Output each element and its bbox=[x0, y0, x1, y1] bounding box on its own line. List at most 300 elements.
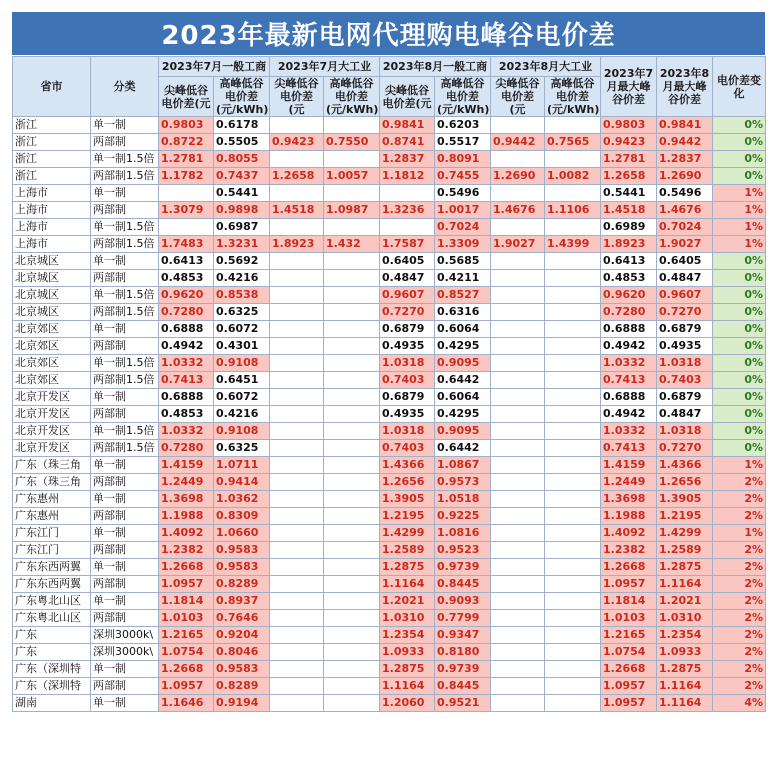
value-cell: 1.4092 bbox=[159, 525, 214, 542]
province-cell: 北京郊区 bbox=[13, 321, 91, 338]
value-cell: 1.3309 bbox=[435, 236, 491, 253]
header-group-jul-general: 2023年7月一般工商 bbox=[159, 57, 270, 77]
value-cell: 1.2781 bbox=[601, 151, 657, 168]
value-cell bbox=[491, 372, 545, 389]
change-cell: 0% bbox=[713, 389, 766, 406]
value-cell: 1.2165 bbox=[601, 627, 657, 644]
value-cell bbox=[545, 576, 601, 593]
value-cell: 0.9204 bbox=[214, 627, 270, 644]
value-cell bbox=[324, 491, 380, 508]
value-cell: 1.2382 bbox=[601, 542, 657, 559]
value-cell: 0.7270 bbox=[380, 304, 435, 321]
value-cell: 0.6325 bbox=[214, 304, 270, 321]
value-cell bbox=[270, 355, 324, 372]
value-cell bbox=[545, 355, 601, 372]
value-cell: 0.6879 bbox=[657, 321, 713, 338]
value-cell: 0.8055 bbox=[214, 151, 270, 168]
value-cell bbox=[324, 185, 380, 202]
value-cell: 1.0816 bbox=[435, 525, 491, 542]
value-cell: 1.0754 bbox=[159, 644, 214, 661]
change-cell: 0% bbox=[713, 372, 766, 389]
value-cell bbox=[545, 610, 601, 627]
value-cell: 1.2668 bbox=[601, 559, 657, 576]
province-cell: 广东江门 bbox=[13, 525, 91, 542]
value-cell: 1.0957 bbox=[601, 576, 657, 593]
value-cell: 1.2382 bbox=[159, 542, 214, 559]
value-cell: 1.2656 bbox=[380, 474, 435, 491]
province-cell: 广东（深圳特 bbox=[13, 661, 91, 678]
value-cell: 0.9739 bbox=[435, 559, 491, 576]
value-cell: 0.6072 bbox=[214, 321, 270, 338]
value-cell bbox=[324, 508, 380, 525]
value-cell: 0.9095 bbox=[435, 423, 491, 440]
value-cell bbox=[491, 678, 545, 695]
value-cell: 0.7413 bbox=[601, 372, 657, 389]
value-cell: 1.2837 bbox=[380, 151, 435, 168]
value-cell: 0.7403 bbox=[380, 372, 435, 389]
province-cell: 广东惠州 bbox=[13, 491, 91, 508]
value-cell bbox=[324, 406, 380, 423]
value-cell bbox=[491, 304, 545, 321]
value-cell bbox=[380, 185, 435, 202]
header-sub-b: 高峰低谷电价差(元/kWh) bbox=[435, 77, 491, 117]
change-cell: 0% bbox=[713, 338, 766, 355]
value-cell bbox=[545, 389, 601, 406]
value-cell: 0.4935 bbox=[380, 338, 435, 355]
value-cell: 1.4518 bbox=[270, 202, 324, 219]
value-cell bbox=[324, 440, 380, 457]
value-cell: 1.3698 bbox=[601, 491, 657, 508]
table-row bbox=[13, 338, 766, 355]
value-cell: 0.5517 bbox=[435, 134, 491, 151]
province-cell: 广东东西两翼 bbox=[13, 576, 91, 593]
value-cell bbox=[545, 695, 601, 712]
value-cell: 1.2354 bbox=[657, 627, 713, 644]
value-cell bbox=[324, 576, 380, 593]
value-cell bbox=[491, 287, 545, 304]
province-cell: 北京郊区 bbox=[13, 338, 91, 355]
value-cell: 0.4853 bbox=[159, 270, 214, 287]
value-cell bbox=[545, 474, 601, 491]
value-cell: 1.8923 bbox=[601, 236, 657, 253]
value-cell: 0.4847 bbox=[380, 270, 435, 287]
category-cell: 单一制 bbox=[91, 253, 159, 270]
value-cell bbox=[270, 525, 324, 542]
header-group-jul-industry: 2023年7月大工业 bbox=[270, 57, 380, 77]
value-cell bbox=[545, 559, 601, 576]
value-cell bbox=[545, 440, 601, 457]
value-cell: 0.5496 bbox=[435, 185, 491, 202]
value-cell: 1.2668 bbox=[159, 661, 214, 678]
value-cell bbox=[324, 457, 380, 474]
header-change: 电价差变化 bbox=[713, 57, 766, 117]
category-cell: 单一制 bbox=[91, 661, 159, 678]
value-cell: 1.9027 bbox=[491, 236, 545, 253]
value-cell: 1.2021 bbox=[657, 593, 713, 610]
value-cell bbox=[545, 627, 601, 644]
header-province: 省市 bbox=[13, 57, 91, 117]
province-cell: 湖南 bbox=[13, 695, 91, 712]
change-cell: 2% bbox=[713, 627, 766, 644]
value-cell: 1.0318 bbox=[380, 423, 435, 440]
value-cell bbox=[324, 644, 380, 661]
province-cell: 浙江 bbox=[13, 117, 91, 134]
category-cell: 单一制 bbox=[91, 185, 159, 202]
value-cell: 0.4853 bbox=[601, 270, 657, 287]
change-cell: 1% bbox=[713, 236, 766, 253]
category-cell: 两部制1.5倍 bbox=[91, 440, 159, 457]
category-cell: 单一制 bbox=[91, 559, 159, 576]
value-cell: 1.9027 bbox=[657, 236, 713, 253]
value-cell bbox=[324, 559, 380, 576]
value-cell: 1.1814 bbox=[159, 593, 214, 610]
category-cell: 两部制 bbox=[91, 678, 159, 695]
province-cell: 广东（珠三角 bbox=[13, 474, 91, 491]
table-row bbox=[13, 406, 766, 423]
province-cell: 北京开发区 bbox=[13, 440, 91, 457]
table-row bbox=[13, 644, 766, 661]
value-cell: 0.6888 bbox=[159, 321, 214, 338]
province-cell: 广东粤北山区 bbox=[13, 610, 91, 627]
value-cell bbox=[545, 185, 601, 202]
category-cell: 两部制 bbox=[91, 474, 159, 491]
category-cell: 单一制 bbox=[91, 321, 159, 338]
category-cell: 单一制 bbox=[91, 457, 159, 474]
value-cell: 1.2781 bbox=[159, 151, 214, 168]
change-cell: 0% bbox=[713, 253, 766, 270]
value-cell: 0.4935 bbox=[380, 406, 435, 423]
value-cell: 1.0867 bbox=[435, 457, 491, 474]
table-row bbox=[13, 134, 766, 151]
value-cell: 0.4942 bbox=[601, 406, 657, 423]
province-cell: 上海市 bbox=[13, 202, 91, 219]
table-row bbox=[13, 389, 766, 406]
value-cell bbox=[491, 661, 545, 678]
value-cell: 1.4159 bbox=[601, 457, 657, 474]
value-cell: 1.2875 bbox=[657, 559, 713, 576]
value-cell bbox=[491, 491, 545, 508]
value-cell: 0.9225 bbox=[435, 508, 491, 525]
change-cell: 0% bbox=[713, 168, 766, 185]
value-cell: 1.4399 bbox=[545, 236, 601, 253]
table-row bbox=[13, 440, 766, 457]
value-cell: 0.7455 bbox=[435, 168, 491, 185]
value-cell bbox=[270, 253, 324, 270]
province-cell: 北京开发区 bbox=[13, 406, 91, 423]
value-cell: 0.9607 bbox=[380, 287, 435, 304]
value-cell bbox=[270, 117, 324, 134]
header-max-aug: 2023年8月最大峰谷价差 bbox=[657, 57, 713, 117]
value-cell bbox=[270, 151, 324, 168]
province-cell: 广东 bbox=[13, 644, 91, 661]
value-cell: 1.0332 bbox=[601, 423, 657, 440]
value-cell: 0.4847 bbox=[657, 270, 713, 287]
change-cell: 2% bbox=[713, 593, 766, 610]
value-cell bbox=[491, 644, 545, 661]
table-row bbox=[13, 202, 766, 219]
value-cell: 0.8445 bbox=[435, 576, 491, 593]
value-cell bbox=[545, 644, 601, 661]
value-cell: 0.9841 bbox=[380, 117, 435, 134]
value-cell: 0.7024 bbox=[657, 219, 713, 236]
value-cell: 0.7413 bbox=[601, 440, 657, 457]
change-cell: 1% bbox=[713, 202, 766, 219]
category-cell: 两部制 bbox=[91, 270, 159, 287]
value-cell: 1.2837 bbox=[657, 151, 713, 168]
value-cell: 0.9423 bbox=[270, 134, 324, 151]
value-cell: 0.6879 bbox=[657, 389, 713, 406]
value-cell: 1.4299 bbox=[657, 525, 713, 542]
value-cell bbox=[491, 474, 545, 491]
value-cell: 1.0660 bbox=[214, 525, 270, 542]
value-cell: 0.5496 bbox=[657, 185, 713, 202]
value-cell: 0.9607 bbox=[657, 287, 713, 304]
value-cell bbox=[545, 253, 601, 270]
value-cell: 0.6316 bbox=[435, 304, 491, 321]
value-cell: 1.8923 bbox=[270, 236, 324, 253]
value-cell bbox=[270, 219, 324, 236]
table-body bbox=[13, 117, 766, 712]
table-row bbox=[13, 491, 766, 508]
value-cell bbox=[270, 695, 324, 712]
value-cell: 0.8722 bbox=[159, 134, 214, 151]
value-cell bbox=[491, 406, 545, 423]
value-cell: 0.8091 bbox=[435, 151, 491, 168]
table-row bbox=[13, 474, 766, 491]
value-cell: 1.2021 bbox=[380, 593, 435, 610]
value-cell: 0.9093 bbox=[435, 593, 491, 610]
value-cell bbox=[545, 338, 601, 355]
value-cell: 1.3236 bbox=[380, 202, 435, 219]
value-cell bbox=[159, 185, 214, 202]
value-cell: 0.8741 bbox=[380, 134, 435, 151]
value-cell bbox=[545, 406, 601, 423]
value-cell bbox=[324, 355, 380, 372]
category-cell: 两部制 bbox=[91, 406, 159, 423]
value-cell: 0.5685 bbox=[435, 253, 491, 270]
value-cell: 1.4366 bbox=[657, 457, 713, 474]
category-cell: 单一制1.5倍 bbox=[91, 355, 159, 372]
value-cell: 0.6888 bbox=[159, 389, 214, 406]
value-cell bbox=[545, 542, 601, 559]
value-cell bbox=[270, 491, 324, 508]
change-cell: 2% bbox=[713, 474, 766, 491]
value-cell: 0.8289 bbox=[214, 576, 270, 593]
value-cell bbox=[545, 151, 601, 168]
table-row bbox=[13, 304, 766, 321]
change-cell: 2% bbox=[713, 661, 766, 678]
province-cell: 上海市 bbox=[13, 185, 91, 202]
value-cell: 1.0957 bbox=[159, 576, 214, 593]
table-row bbox=[13, 525, 766, 542]
value-cell: 1.1164 bbox=[657, 678, 713, 695]
value-cell: 1.1164 bbox=[657, 576, 713, 593]
table-row bbox=[13, 117, 766, 134]
category-cell: 两部制 bbox=[91, 338, 159, 355]
value-cell bbox=[270, 661, 324, 678]
value-cell: 0.7270 bbox=[657, 304, 713, 321]
value-cell: 0.7565 bbox=[545, 134, 601, 151]
category-cell: 两部制 bbox=[91, 610, 159, 627]
value-cell: 1.4676 bbox=[657, 202, 713, 219]
value-cell bbox=[545, 321, 601, 338]
value-cell: 0.8046 bbox=[214, 644, 270, 661]
value-cell: 0.6989 bbox=[601, 219, 657, 236]
table-row bbox=[13, 508, 766, 525]
category-cell: 深圳3000k\ bbox=[91, 644, 159, 661]
value-cell: 0.4211 bbox=[435, 270, 491, 287]
value-cell bbox=[270, 185, 324, 202]
value-cell bbox=[324, 525, 380, 542]
change-cell: 0% bbox=[713, 287, 766, 304]
value-cell: 1.4092 bbox=[601, 525, 657, 542]
value-cell: 1.0310 bbox=[380, 610, 435, 627]
province-cell: 浙江 bbox=[13, 134, 91, 151]
category-cell: 两部制1.5倍 bbox=[91, 236, 159, 253]
value-cell: 1.0957 bbox=[601, 695, 657, 712]
value-cell: 1.2668 bbox=[601, 661, 657, 678]
value-cell: 0.9347 bbox=[435, 627, 491, 644]
value-cell bbox=[491, 338, 545, 355]
value-cell bbox=[491, 593, 545, 610]
value-cell: 0.6442 bbox=[435, 372, 491, 389]
value-cell: 0.6413 bbox=[159, 253, 214, 270]
value-cell: 0.8445 bbox=[435, 678, 491, 695]
value-cell bbox=[324, 423, 380, 440]
province-cell: 广东江门 bbox=[13, 542, 91, 559]
value-cell bbox=[270, 508, 324, 525]
value-cell: 0.6442 bbox=[435, 440, 491, 457]
province-cell: 北京开发区 bbox=[13, 423, 91, 440]
table-row bbox=[13, 559, 766, 576]
value-cell bbox=[545, 491, 601, 508]
value-cell: 1.4676 bbox=[491, 202, 545, 219]
value-cell bbox=[491, 219, 545, 236]
value-cell bbox=[270, 576, 324, 593]
change-cell: 2% bbox=[713, 542, 766, 559]
value-cell bbox=[545, 661, 601, 678]
table-row bbox=[13, 355, 766, 372]
header-sub-b: 高峰低谷电价差(元/kWh) bbox=[214, 77, 270, 117]
value-cell: 0.4295 bbox=[435, 338, 491, 355]
value-cell: 1.0318 bbox=[657, 355, 713, 372]
value-cell: 0.9523 bbox=[435, 542, 491, 559]
province-cell: 广东惠州 bbox=[13, 508, 91, 525]
value-cell: 1.0103 bbox=[601, 610, 657, 627]
value-cell bbox=[491, 185, 545, 202]
value-cell: 0.9108 bbox=[214, 355, 270, 372]
value-cell: 1.7483 bbox=[159, 236, 214, 253]
value-cell: 0.6203 bbox=[435, 117, 491, 134]
value-cell: 0.9841 bbox=[657, 117, 713, 134]
table-row bbox=[13, 661, 766, 678]
value-cell bbox=[491, 559, 545, 576]
province-cell: 上海市 bbox=[13, 219, 91, 236]
value-cell: 0.7646 bbox=[214, 610, 270, 627]
change-cell: 0% bbox=[713, 355, 766, 372]
province-cell: 广东 bbox=[13, 627, 91, 644]
province-cell: 北京城区 bbox=[13, 253, 91, 270]
header-max-jul: 2023年7月最大峰谷价差 bbox=[601, 57, 657, 117]
category-cell: 两部制 bbox=[91, 542, 159, 559]
value-cell: 1.0103 bbox=[159, 610, 214, 627]
value-cell: 1.2690 bbox=[657, 168, 713, 185]
value-cell: 0.9095 bbox=[435, 355, 491, 372]
value-cell bbox=[545, 372, 601, 389]
value-cell: 1.3698 bbox=[159, 491, 214, 508]
value-cell: 0.7403 bbox=[380, 440, 435, 457]
value-cell: 1.2875 bbox=[380, 559, 435, 576]
value-cell: 0.9521 bbox=[435, 695, 491, 712]
header-sub-a: 尖峰低谷电价差(元 bbox=[270, 77, 324, 117]
value-cell bbox=[491, 423, 545, 440]
value-cell: 0.4942 bbox=[601, 338, 657, 355]
province-cell: 北京郊区 bbox=[13, 372, 91, 389]
value-cell: 1.0987 bbox=[324, 202, 380, 219]
value-cell: 0.6064 bbox=[435, 321, 491, 338]
value-cell bbox=[324, 287, 380, 304]
value-cell bbox=[270, 593, 324, 610]
value-cell: 1.432 bbox=[324, 236, 380, 253]
value-cell: 1.2690 bbox=[491, 168, 545, 185]
value-cell: 0.9620 bbox=[601, 287, 657, 304]
change-cell: 2% bbox=[713, 610, 766, 627]
province-cell: 北京郊区 bbox=[13, 355, 91, 372]
change-cell: 0% bbox=[713, 406, 766, 423]
value-cell: 1.0017 bbox=[435, 202, 491, 219]
value-cell bbox=[491, 542, 545, 559]
value-cell: 1.3231 bbox=[214, 236, 270, 253]
value-cell: 1.0318 bbox=[380, 355, 435, 372]
value-cell: 1.1988 bbox=[159, 508, 214, 525]
value-cell: 0.9442 bbox=[491, 134, 545, 151]
table-row bbox=[13, 270, 766, 287]
value-cell: 0.7024 bbox=[435, 219, 491, 236]
value-cell: 1.1812 bbox=[380, 168, 435, 185]
value-cell bbox=[491, 610, 545, 627]
table-row bbox=[13, 287, 766, 304]
value-cell bbox=[159, 219, 214, 236]
value-cell: 1.1988 bbox=[601, 508, 657, 525]
value-cell: 0.9898 bbox=[214, 202, 270, 219]
category-cell: 两部制 bbox=[91, 202, 159, 219]
category-cell: 两部制1.5倍 bbox=[91, 372, 159, 389]
value-cell: 1.2668 bbox=[159, 559, 214, 576]
value-cell: 0.6325 bbox=[214, 440, 270, 457]
value-cell: 0.8937 bbox=[214, 593, 270, 610]
value-cell: 1.0310 bbox=[657, 610, 713, 627]
value-cell: 1.0332 bbox=[159, 355, 214, 372]
value-cell bbox=[545, 525, 601, 542]
value-cell bbox=[324, 627, 380, 644]
table-row bbox=[13, 627, 766, 644]
value-cell bbox=[270, 610, 324, 627]
value-cell: 0.6405 bbox=[657, 253, 713, 270]
value-cell bbox=[545, 508, 601, 525]
value-cell: 0.7437 bbox=[214, 168, 270, 185]
value-cell bbox=[270, 678, 324, 695]
value-cell bbox=[545, 270, 601, 287]
value-cell: 0.8538 bbox=[214, 287, 270, 304]
value-cell: 1.1646 bbox=[159, 695, 214, 712]
value-cell: 0.9194 bbox=[214, 695, 270, 712]
value-cell bbox=[324, 610, 380, 627]
value-cell bbox=[324, 474, 380, 491]
value-cell: 0.7280 bbox=[159, 304, 214, 321]
value-cell bbox=[545, 593, 601, 610]
value-cell bbox=[545, 678, 601, 695]
value-cell: 0.9423 bbox=[601, 134, 657, 151]
